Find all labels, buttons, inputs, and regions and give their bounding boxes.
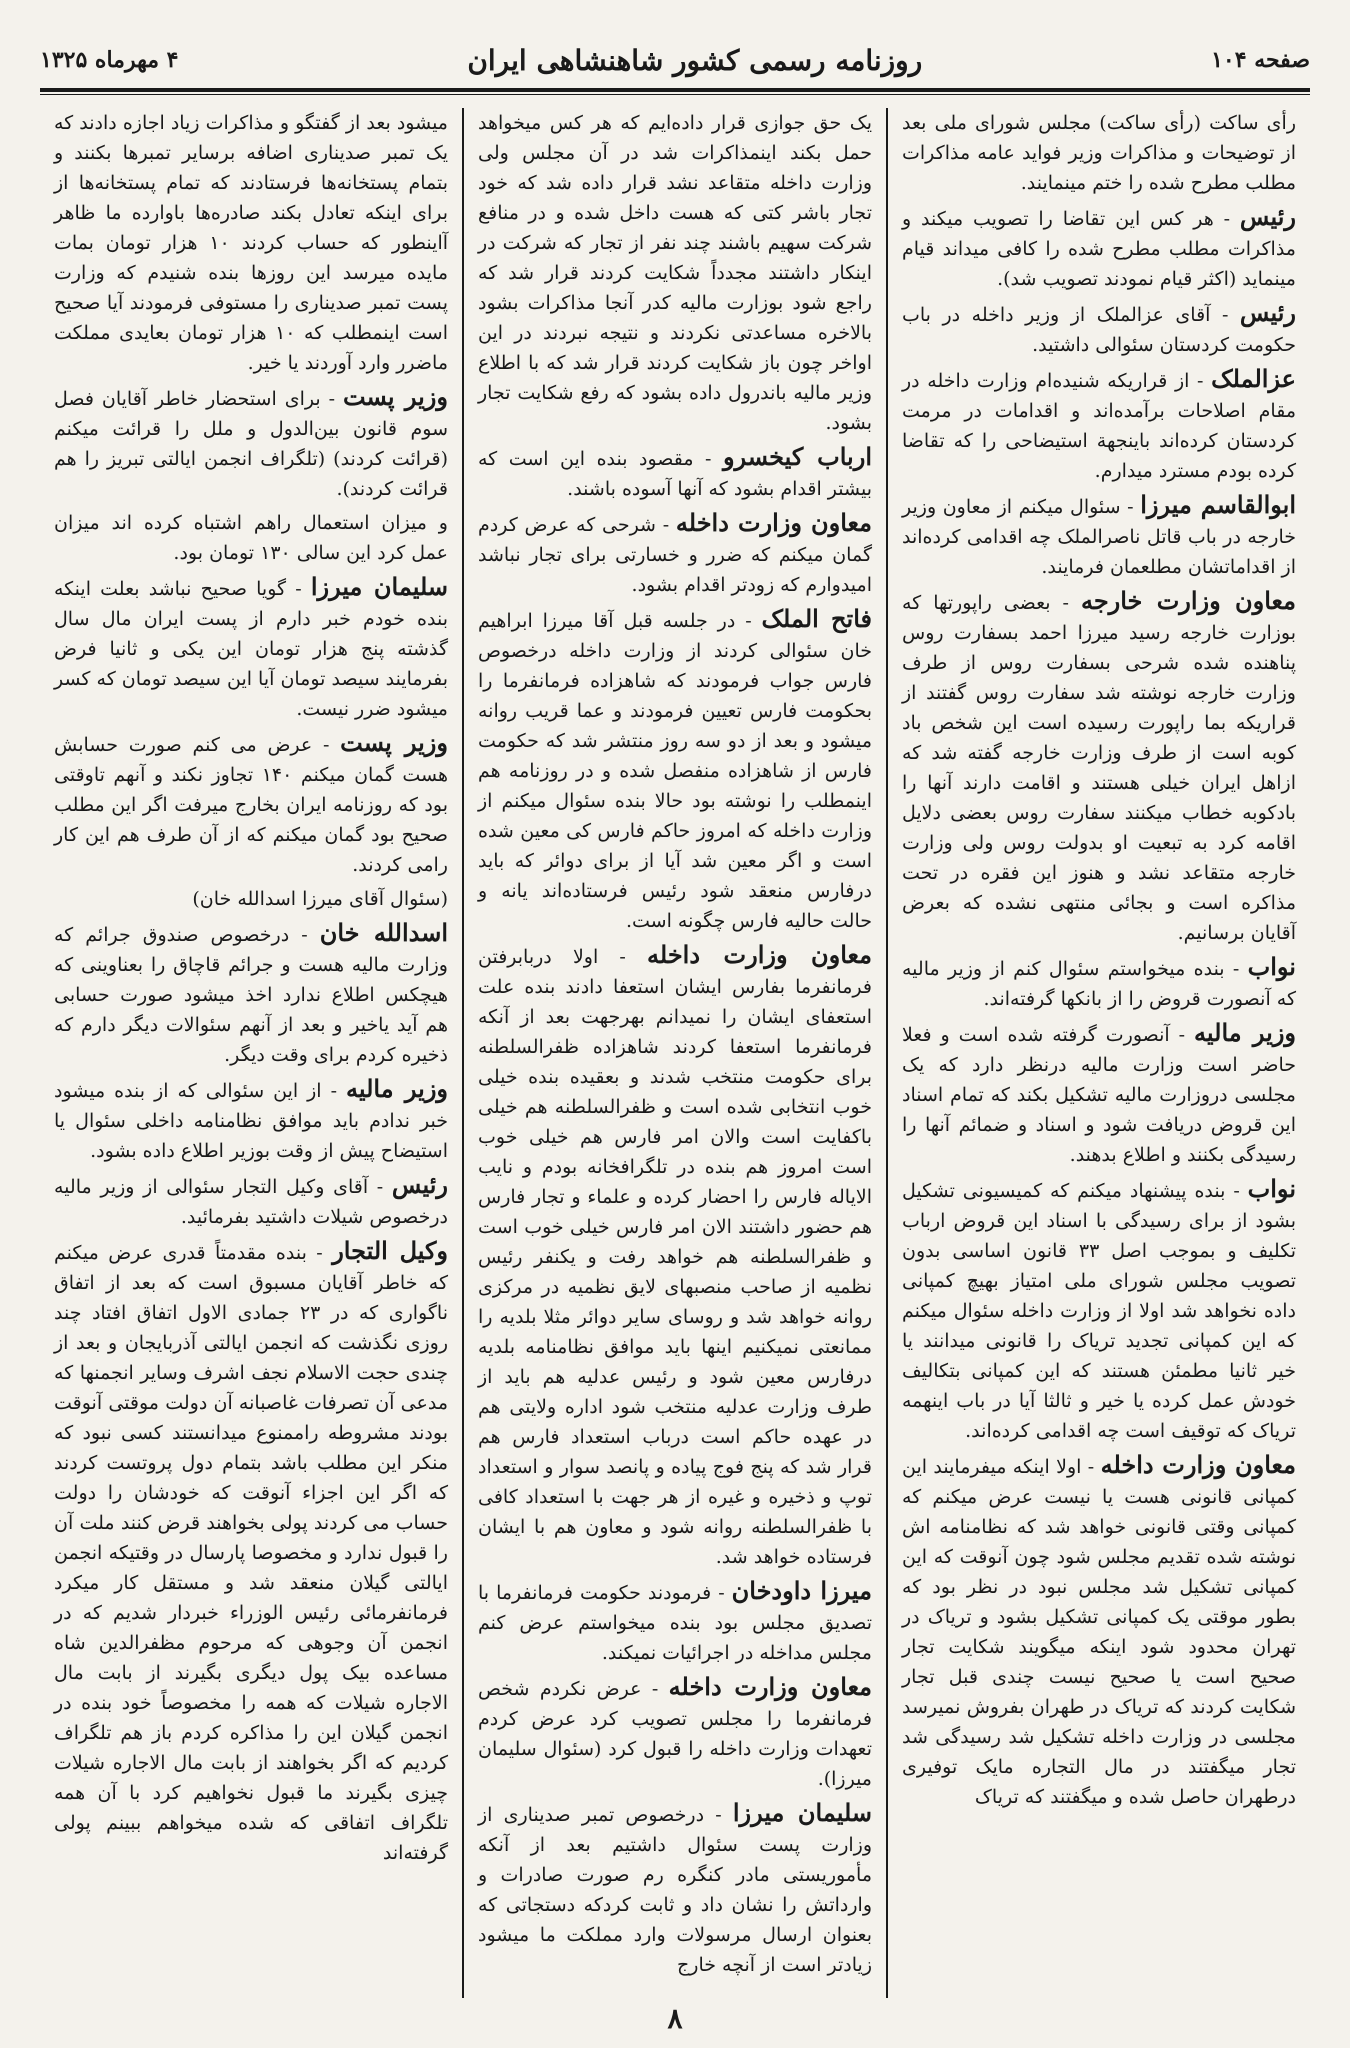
paragraph-text: و میزان استعمال راهم اشتباه کرده اند میزان عمل کرد این سالی ۱۳۰ تومان بود. [54,512,448,564]
header-rule [40,88,1310,92]
paragraph [902,1450,1296,1812]
paragraph [478,1798,872,1980]
paragraph-text: - از قراریکه شنیده‌ام وزارت داخله در مقام اصلاحات برآمده‌اند و اقدامات در مرمت کردستان کرده‌اند باینجهة استیضاحی را که تقاضا کرده بودم مسترد میدارم. [902,370,1296,482]
paragraph-text: - بنده مقدمتاً قدری عرض میکنم که خاطر آقایان مسبوق است که بعد از اتفاق ناگواری که در ۲۳ جمادی الاول اتفاق افتاد چند روزی نگذشت که انجمن ایالتی آذربایجان و بعد از چندی حجت الاسلام نجف اشرف وسایر انجمنها که مدعی آن تصرفات غاصبانه آن دولت موقتی آنوقت بودند مشروطه راممنوع میدانستند کسی نبود که منکر این مطلب باشد بتمام دول پروتست کردند که اگر این اجزاء آنوقت که خودشان را دولت حساب می کردند پولی بخواهند قرض کنند ملت آن را قبول ندارد و مخصوصا پارسال در وقتیکه انجمن ایالتی گیلان منعقد شد و مستقل کار میکرد فرمانفرمائی رئیس الوزراء خبردار شدیم که در انجمن آن وجوهی که مرحوم مظفرالدین شاه مساعده بیک پول دیگری بگیرند از بابت مال الاجاره شیلات که همه را مخصوصاً خود بنده در انجمن گیلان این را مذاکره کردم باز هم تلگراف کردیم که اگر بخواهند از بابت مال الاجاره شیلات چیزی بگیرند ما قبول نخواهیم کرد با آن همه تلگراف اتفاقی که شده میخواهم ببینم پولی گرفته‌اند [54,1242,448,1864]
paragraph-text: - هر کس این تقاضا را تصویب میکند و مذاکرات مطلب مطرح شده را کافی میداند قیام مینماید (اکثر قیام نمودند تصویب شد). [902,208,1296,290]
speaker-name: رئیس [391,1170,448,1199]
speaker-name: نواب [1247,1174,1296,1203]
paragraph-text: یک حق جوازی قرار داده‌ایم که هر کس میخواهد حمل بکند اینمذاکرات شد در آن مجلس ولی وزارت داخله متقاعد نشد قرار داده شد که خود تجار باشر کتی که هست داخل شده و در منافع شرکت سهیم باشند چند نفر از تجار که شرکت در اینکار داشتند مجدداً شکایت کردند قرار شد که راجع شود بوزارت مالیه کدر آنجا مذاکرات بشود بالاخره مساعدتی نکردند و نتیجه نبردند در این اواخر چون باز شکایت کردند قرار شد که با اطلاع وزیر مالیه باندرول داده بشود که رفع شکایت تجار بشود. [478,112,872,434]
speaker-name: معاون وزارت داخله [1100,1450,1296,1479]
paragraph-text: - درخصوص صندوق جرائم که وزارت مالیه هست و جرائم قاچاق را بعناوینی که هیچکس اطلاع ندارد اخذ میشود صورت حسابی هم آید یاخیر و بعد از آنهم سئوالات دیگر دارم که ذخیره کردم برای وقت دیگر. [54,924,448,1066]
paragraph [478,940,872,1572]
paragraph-text: رأی ساکت (رأی ساکت) مجلس شورای ملی بعد از توضیحات و مذاکرات وزیر فواید عامه مذاکرات مطلب مطرح شده را ختم مینمایند. [902,112,1296,194]
speaker-name: معاون وزارت داخله [647,940,872,969]
paragraph [54,728,448,880]
speaker-name: ارباب کیخسرو [722,442,872,471]
speaker-name: فاتح الملک [761,604,873,633]
speaker-name: وزیر مالیه [346,1074,448,1103]
paragraph [902,202,1296,294]
paragraph-text: - بعضی راپورتها که بوزارت خارجه رسید میرزا احمد بسفارت روس پناهنده شده شرحی بسفارت روس از طرف وزارت خارجه نوشته شد سفارت روس گفتند از قراریکه بما راپورت رسیده است این شخص باد کوبه است از طرف وزارت خارجه گفته شد که ازاهل ایران خیلی هستند و اقامت دارند آنها را بادکوبه خطاب میکنند سفارت روس بعضی دلایل اقامه کرد به تبعیت او بدولت روس ولی وزارت خارجه متقاعد نشد و هنوز این فقره در تحت مذاکره است و بجائی منتهی نشده که بعرض آقایان برسانیم. [902,592,1296,944]
speaker-name: سلیمان میرزا [310,572,448,601]
column-left [40,108,462,1998]
paragraph [478,508,872,600]
paragraph-text: - برای استحضار خاطر آقایان فصل سوم قانون بین‌الدول و ملل را قرائت میکنم (قرائت کردند) (تلگراف انجمن ایالتی تبریز را هم قرائت کردند). [54,388,448,500]
paragraph-text: - آقای وکیل التجار سئوالی از وزیر مالیه درخصوص شیلات داشتید بفرمائید. [54,1176,448,1228]
paragraph [902,1174,1296,1446]
text-columns [40,108,1310,1998]
page-header [40,30,1310,90]
speaker-name: وزیر پست [342,382,448,411]
speaker-name: عزالملک [1211,364,1296,393]
speaker-name: نواب [1247,952,1296,981]
speaker-name: اسدالله خان [319,918,448,947]
speaker-name: میرزا داودخان [731,1576,872,1605]
paragraph-text: - سئوال میکنم از معاون وزیر خارجه در باب قاتل ناصرالملک چه اقدامی کرده‌اند از اقداماتشان مطلعمان فرمایند. [902,496,1296,578]
speaker-name: وزیر مالیه [1194,1018,1297,1047]
paragraph [902,298,1296,360]
speaker-name: رئیس [1239,298,1297,327]
paragraph-text: - عرض می کنم صورت حسابش هست گمان میکنم ۱۴۰ تجاوز نکند و آنهم تاوقتی بود که روزنامه ایران بخارج میرفت اگر این مطلب صحیح بود گمان میکنم که از آن طرف هم این کار رامی کردند. [54,734,448,876]
paragraph [54,1074,448,1166]
speaker-name: ابوالقاسم میرزا [1140,490,1296,519]
speaker-name: وزیر پست [340,728,448,757]
paragraph [54,508,448,568]
page-number: ۸ [667,2002,683,2035]
paragraph-text: - آنصورت گرفته شده است و فعلا حاضر است وزارت مالیه درنظر دارد که یک مجلسی دروزارت مالیه تشکیل بکند که تمام اسناد این قروض دریافت شود و اسناد و ضمائم آنها را رسیدگی بکنند و اطلاع بدهند. [902,1024,1296,1166]
column-middle [464,108,886,1998]
paragraph-text: (سئوال آقای میرزا اسدالله خان) [192,888,448,910]
paragraph [54,1236,448,1868]
paragraph-text: میشود بعد از گفتگو و مذاکرات زیاد اجازه دادند که یک تمبر صدیناری اضافه برسایر تمبرها بکنند و بتمام پستخانه‌ها فرستادند که تمام پستخانه‌ها از برای اینکه تعادل بکند صادره‌ها باوارده ما ظاهر آاینطور که حساب کردند ۱۰ هزار تومان بمات مایده میرسد این روزها بنده شنیدم که وزارت پست تمبر صدیناری را مستوفی فرمودند آیا صحیح است اینمطلب که ۱۰ هزار تومان بعایدی مملکت ماضرر وارد آوردند یا خیر. [54,112,448,374]
paragraph [54,382,448,504]
header-date: ۴ مهرماه ۱۳۲۵ [40,47,179,73]
paragraph-text: - مقصود بنده این است که بیشتر اقدام بشود که آنها آسوده باشند. [478,448,872,500]
paragraph [478,604,872,936]
paragraph [478,1672,872,1794]
paragraph [902,108,1296,198]
paragraph [902,1018,1296,1170]
paragraph [902,586,1296,948]
paragraph-text: - در جلسه قبل آقا میرزا ابراهیم خان سئوالی کردند از وزارت داخله درخصوص فارس جواب فرمودند که شاهزاده فرمانفرما را بحکومت فارس تعیین فرمودند و عما قریب روانه میشود و بعد از دو سه روز منتشر شد که حکومت فارس از شاهزاده منفصل شده و در روزنامه هم اینمطلب را نوشته بود حالا بنده سئوال میکنم از وزارت داخله که امروز حاکم فارس کی معین شده است و اگر معین شد آیا از برای دوائر که باید درفارس منعقد شود رئیس فرستاده‌اند یانه و حالت حالیه فارس چگونه است. [478,610,872,932]
paragraph-text: - عرض نکردم شخص فرمانفرما را مجلس تصویب کرد عرض کردم تعهدات وزارت داخله را قبول کرد (سئوال سلیمان میرزا). [478,1678,872,1790]
speaker-name: معاون وزارت خارجه [1080,586,1296,615]
paragraph-text: - آقای عزالملک از وزیر داخله در باب حکومت کردستان سئوالی داشتید. [902,304,1296,356]
paragraph-text: - شرحی که عرض کردم گمان میکنم که ضرر و خسارتی برای تجار نباشد امیدوارم که زودتر اقدام بشود. [478,514,872,596]
paragraph-text: - درخصوص تمبر صدیناری از وزارت پست سئوال داشتیم بعد از آنکه مأموریستی مادر کنگره رم صورت صادرات و وارداتش را نشان داد و ثابت کردکه دستجاتی که بعنوان ارسال مرسولات وارد مملکت ما میشود زیادتر است از آنچه خارج [478,1804,872,1976]
speaker-name: معاون وزارت داخله [668,1672,872,1701]
header-rule-thin [40,94,1310,95]
paragraph [902,490,1296,582]
paragraph-text: - بنده میخواستم سئوال کنم از وزیر مالیه که آنصورت قروض را از بانکها گرفته‌اند. [902,958,1296,1010]
paragraph-text: - اولا اینکه میفرمایند این کمپانی قانونی هست یا نیست عرض میکنم که کمپانی وقتی قانونی خواهد شد که نظامنامه اش نوشته شده تقدیم مجلس شود چون آنوقت که این کمپانی تشکیل شد مجلس نبود در نظر بود که بطور موقتی یک کمپانی تشکیل بشود و تریاک در تهران محدود شود اینکه میگویند شکایت تجار صحیح است یا صحیح نیست چندی قبل تجار شکایت کردند که تریاک در طهران بفروش نمیرسد مجلسی در وزارت داخله تشکیل شد رسیدگی شد تجار میگفتند در مال التجاره مایک توفیری درطهران حاصل شده و میگفتند که تریاک [902,1456,1296,1808]
paragraph [478,108,872,438]
header-title: روزنامه رسمی کشور شاهنشاهی ایران [467,43,923,77]
paragraph-text: - گویا صحیح نباشد بعلت اینکه بنده خودم خبر دارم از پست ایران مال سال گذشته پنج هزار تومان این یکی و ثانیا فرض بفرمایند سیصد تومان آیا این سیصد تومان که کسر میشود ضرر نیست. [53,578,448,720]
speaker-name: معاون وزارت داخله [675,508,872,537]
column-right [888,108,1310,1998]
paragraph [54,572,448,724]
speaker-name: سلیمان میرزا [732,1798,872,1827]
header-page-label: صفحه ۱۰۴ [1211,47,1310,73]
paragraph [54,108,448,378]
paragraph [54,884,448,914]
speaker-name: رئیس [1239,202,1296,231]
paragraph-text: - بنده پیشنهاد میکنم که کمیسیونی تشکیل بشود از برای رسیدگی با اسناد این قروض ارباب تکلیف و بموجب اصل ۳۳ قانون اساسی بدون تصویب مجلس شورای ملی امتیاز بهیچ کمپانی داده نخواهد شد اولا از وزارت داخله سئوال میکنم که این کمپانی تجدید تریاک را قانونی میدانند یا خیر ثانیا مطمئن هستند که این کمپانی بتکالیف خودش عمل کرده یا خیر و ثالثا آیا در باب اینهمه تریاک که توقیف است چه اقدامی کرده‌اند. [902,1180,1296,1442]
paragraph [54,918,448,1070]
paragraph-text: - فرمودند حکومت فرمانفرما با تصدیق مجلس بود بنده میخواستم عرض کنم مجلس مداخله در اجرائیات نمیکند. [478,1582,872,1664]
paragraph [902,952,1296,1014]
paragraph [478,1576,872,1668]
paragraph-text: - اولا دربابرفتن فرمانفرما بفارس ایشان استعفا دادند بنده علت استعفای ایشان را نمیدانم بهرجهت بعد از آنکه فرمانفرما استعفا کردند شاهزاده ظفرالسلطنه برای حکومت منتخب شدند و بعقیده بنده خیلی خوب انتخابی شده است و ظفرالسلطنه هم خیلی باکفایت است والان امر فارس هم خیلی خوب است امروز هم بنده در تلگرافخانه بودم و نایب الایاله فارس را احضار کرده و علماء و تجار فارس هم حضور داشتند الان امر فارس خیلی خوب است و ظفرالسلطنه هم خواهد رفت و یکنفر رئیس نظمیه از صاحب منصبهای لایق نظمیه در مرکزی روانه خواهد شد و روسای سایر دوائر مثلا بلدیه را ممانعتی نمیکنیم اینها باید موافق نظامنامه بلدیه درفارس معین شود و رئیس عدلیه هم باید از طرف وزارت عدلیه منتخب شود اداره ولایتی هم در عهده حاکم است درباب استعداد فارس هم قرار شد که پنج فوج پیاده و پانصد سوار و استعداد توپ و ذخیره و غیره از هر جهت با استعداد کافی با ظفرالسلطنه روانه شود و معاون هم با ایشان فرستاده خواهد شد. [478,946,872,1568]
paragraph-text: - از این سئوالی که از بنده میشود خبر ندادم باید موافق نظامنامه داخلی سئوال یا استیضاح پیش از وقت بوزیر اطلاع داده بشود. [54,1080,448,1162]
paragraph [902,364,1296,486]
paragraph [478,442,872,504]
paragraph [54,1170,448,1232]
speaker-name: وکیل التجار [332,1236,448,1265]
